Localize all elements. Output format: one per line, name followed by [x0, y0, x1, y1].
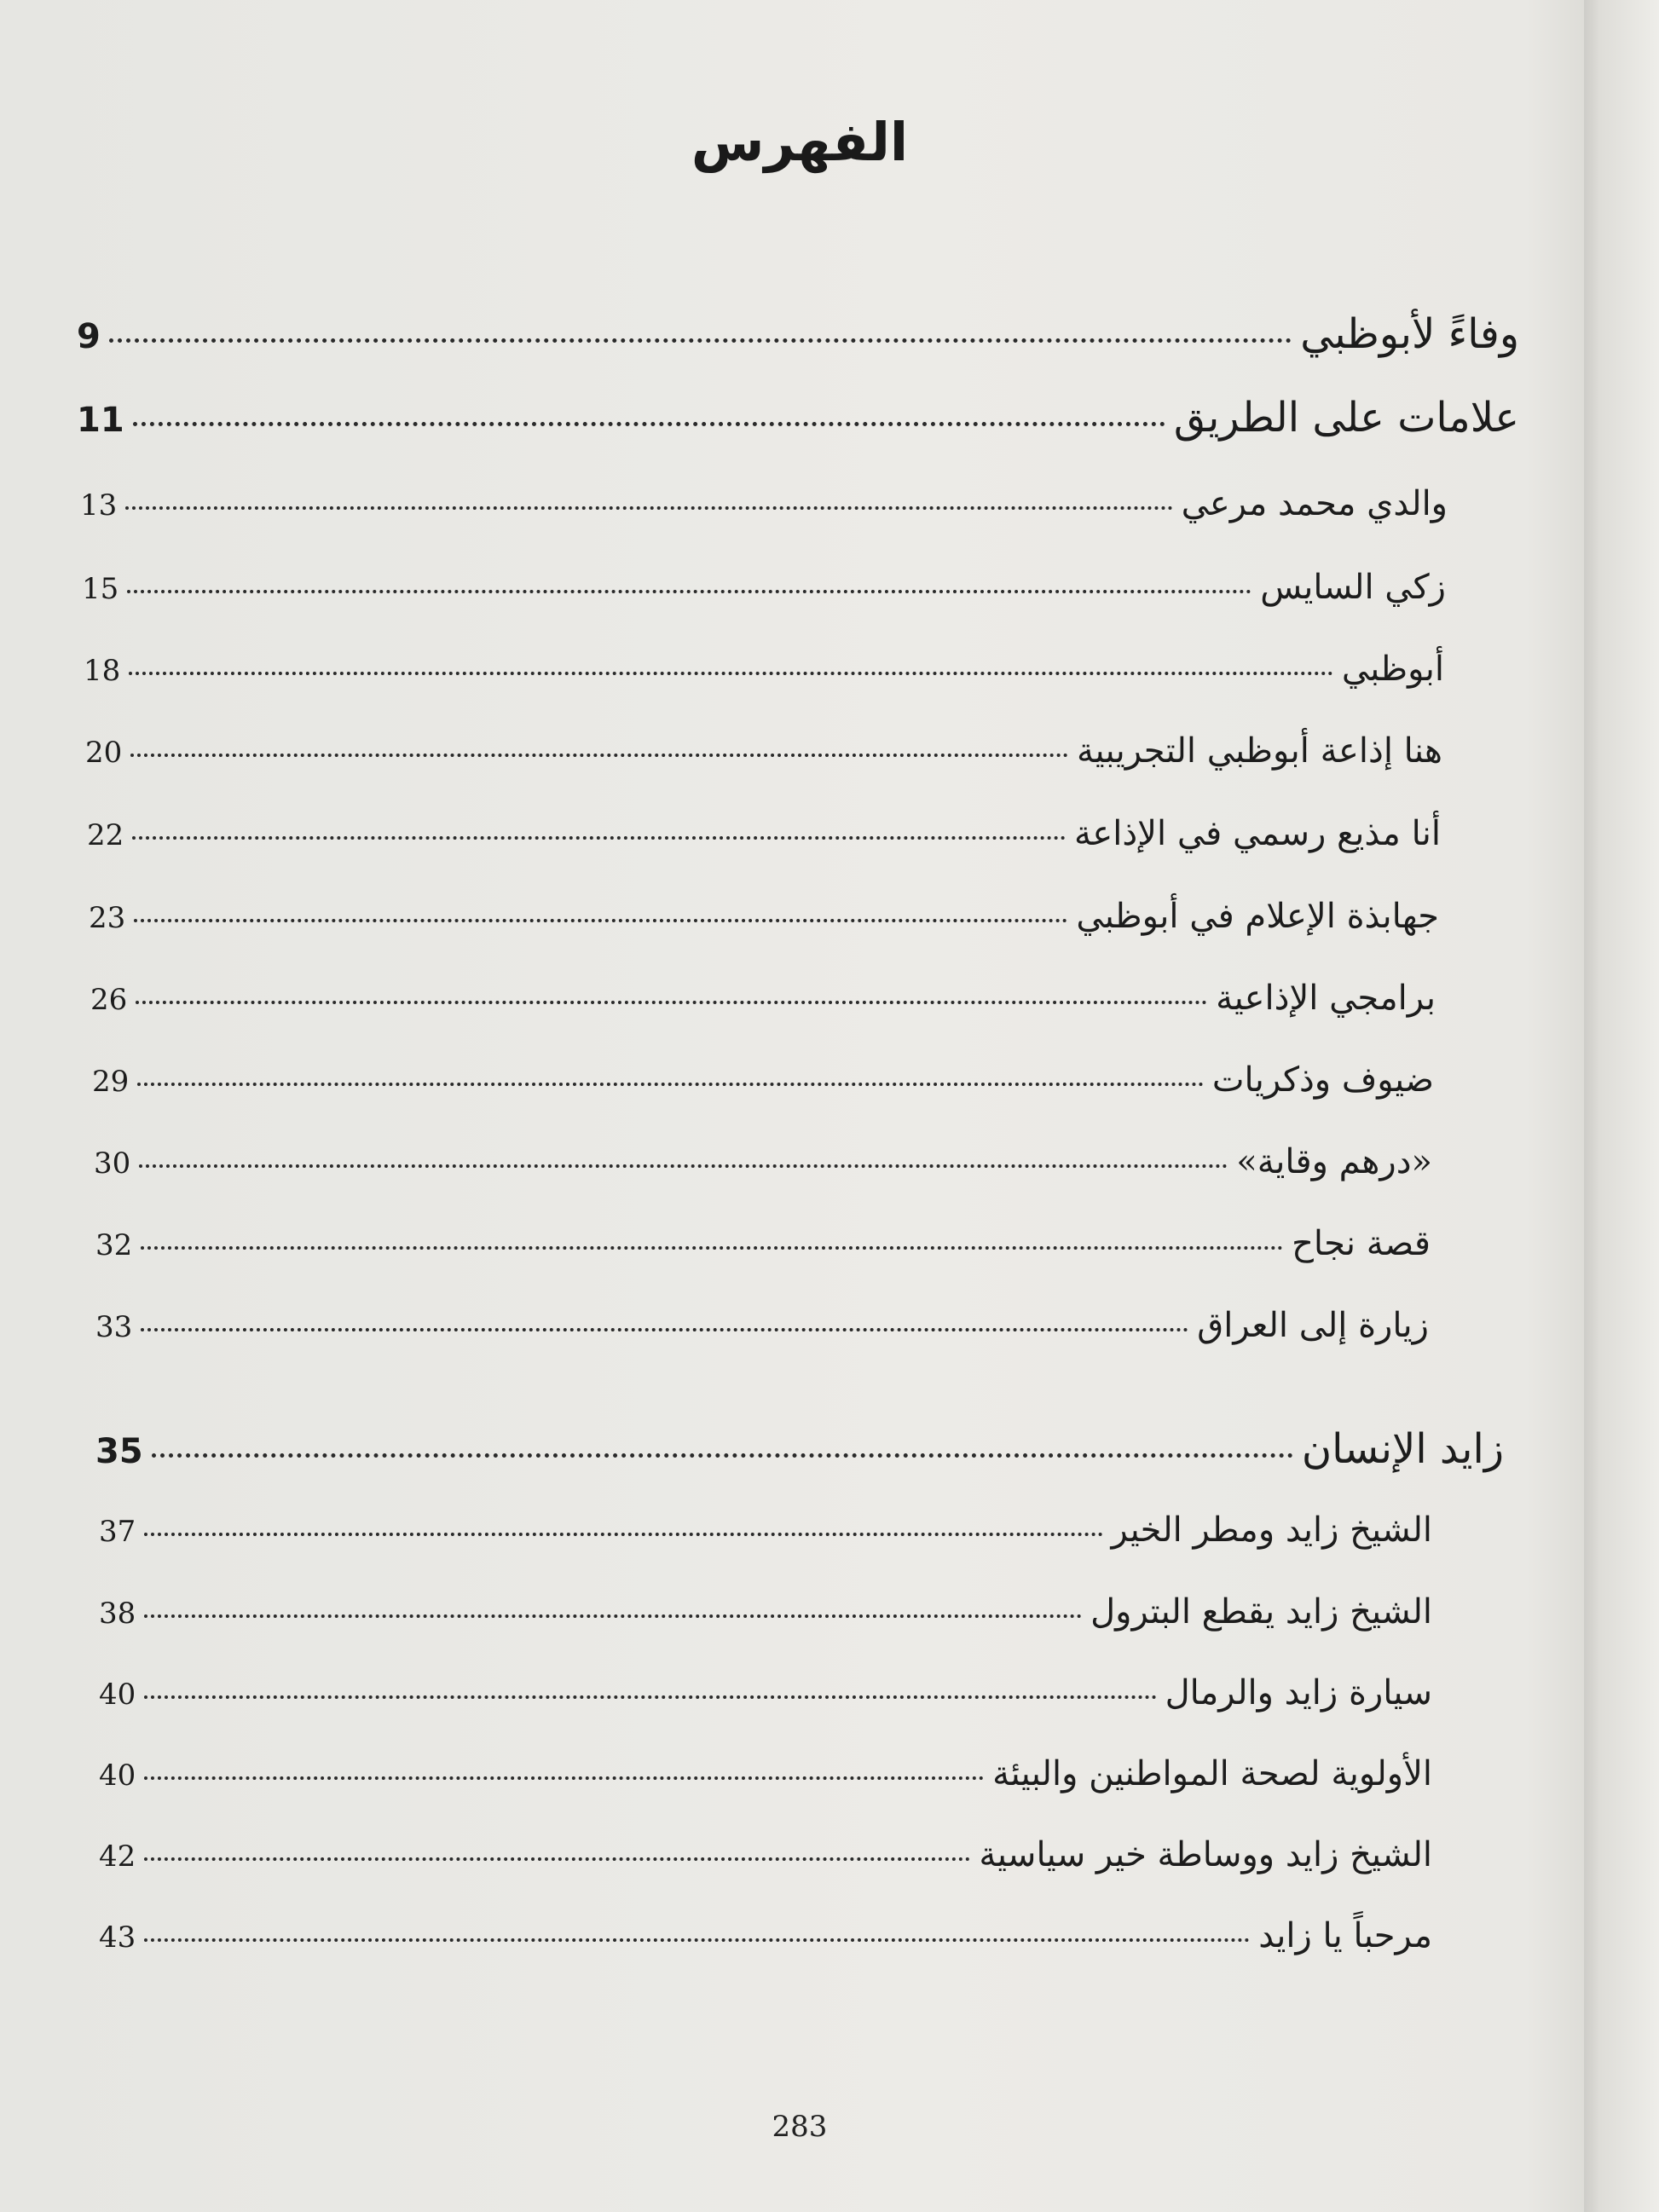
- toc-entry-page: 20: [85, 736, 123, 770]
- dot-leader: [144, 1776, 984, 1780]
- toc-entry-title: زايد الإنسان: [1301, 1425, 1504, 1473]
- toc-entry: [90, 979, 1436, 1038]
- toc-entry-title: برامجي الإذاعية: [1216, 979, 1436, 1018]
- toc-entry: [99, 1754, 1432, 1814]
- toc-entry-page: 43: [99, 1920, 136, 1955]
- toc-entry-title: هنا إذاعة أبوظبي التجريبية: [1077, 731, 1442, 771]
- toc-entry-page: 33: [95, 1310, 133, 1344]
- toc-entry-title: والدي محمد مرعي: [1181, 484, 1448, 523]
- toc-entry-page: 38: [99, 1597, 136, 1631]
- toc-entry-page: 40: [99, 1678, 136, 1712]
- toc-entry-title: قصة نجاح: [1292, 1224, 1431, 1263]
- toc-entry-title: علامات على الطريق: [1173, 394, 1519, 442]
- dot-leader: [134, 919, 1067, 922]
- toc-entry-page: 13: [80, 488, 118, 523]
- dot-leader: [127, 590, 1251, 593]
- toc-entry-title: أبوظبي: [1341, 650, 1444, 689]
- page-number: 283: [772, 2110, 828, 2144]
- toc-entry-title: وفاءً لأبوظبي: [1300, 310, 1519, 358]
- dot-leader: [152, 1453, 1293, 1458]
- page-edge-shadow: [1584, 0, 1599, 2212]
- dot-leader: [141, 1328, 1188, 1331]
- toc-entry-title: الشيخ زايد ووساطة خير سياسية: [979, 1835, 1432, 1874]
- toc-entry-title: ضيوف وذكريات: [1211, 1060, 1434, 1100]
- dot-leader: [132, 836, 1066, 840]
- toc-entry: [92, 1060, 1434, 1120]
- toc-entry: [99, 1835, 1432, 1895]
- toc-entry-page: 23: [89, 901, 126, 935]
- toc-entry-page: 22: [87, 818, 124, 852]
- toc-entry: [89, 897, 1439, 956]
- toc-entry-page: 32: [95, 1228, 133, 1262]
- toc-entry-page: 42: [99, 1839, 136, 1874]
- toc-entry: [84, 650, 1444, 709]
- toc-entry-page: 26: [90, 983, 128, 1017]
- dot-leader: [144, 1938, 1250, 1942]
- toc-entry-title: الشيخ زايد يقطع البترول: [1090, 1592, 1432, 1632]
- dot-leader: [109, 338, 1292, 343]
- toc-entry: [87, 814, 1441, 874]
- dot-leader: [144, 1857, 970, 1861]
- dot-leader: [137, 1083, 1204, 1086]
- dot-leader: [125, 506, 1172, 510]
- toc-entry: [95, 1306, 1429, 1366]
- toc-entry-title: زكي السايس: [1260, 568, 1446, 607]
- toc-entry-title: أنا مذيع رسمي في الإذاعة: [1073, 814, 1441, 853]
- toc-entry-title: الأولوية لصحة المواطنين والبيئة: [992, 1754, 1432, 1793]
- toc-entry: [85, 731, 1442, 791]
- toc-entry-section: [77, 394, 1519, 453]
- toc-entry-title: زيارة إلى العراق: [1197, 1306, 1429, 1345]
- dot-leader: [136, 1001, 1207, 1004]
- toc-entry-page: 37: [99, 1515, 136, 1549]
- toc-entry-page: 30: [94, 1146, 131, 1181]
- toc-entry-page: 35: [95, 1432, 143, 1471]
- toc-entry: [99, 1916, 1432, 1976]
- toc-entry: [82, 568, 1446, 627]
- dot-leader: [144, 1533, 1102, 1536]
- toc-entry-section: [77, 310, 1519, 370]
- toc-entry-section: [95, 1425, 1504, 1485]
- toc-entry-page: 29: [92, 1065, 130, 1099]
- toc-entry: [94, 1142, 1432, 1202]
- toc-entry-title: «درهم وقاية»: [1236, 1142, 1432, 1181]
- toc-entry-page: 18: [84, 654, 121, 688]
- dot-leader: [130, 754, 1068, 757]
- toc-entry: [99, 1673, 1432, 1733]
- dot-leader: [129, 672, 1333, 675]
- toc-entry: [80, 484, 1448, 544]
- dot-leader: [141, 1246, 1283, 1250]
- dot-leader: [133, 422, 1165, 426]
- toc-entry-page: 40: [99, 1759, 136, 1793]
- dot-leader: [139, 1164, 1228, 1168]
- toc-entry: [95, 1224, 1431, 1284]
- toc-entry-page: 11: [77, 401, 124, 440]
- dot-leader: [144, 1614, 1082, 1618]
- toc-entry-page: 9: [77, 317, 101, 356]
- dot-leader: [144, 1695, 1156, 1699]
- page-title: الفهرس: [691, 111, 909, 173]
- toc-entry: [99, 1510, 1432, 1570]
- toc-entry-title: مرحباً يا زايد: [1258, 1916, 1432, 1955]
- toc-entry-title: الشيخ زايد ومطر الخير: [1111, 1510, 1432, 1550]
- toc-entry: [99, 1592, 1432, 1652]
- toc-entry-page: 15: [82, 572, 119, 606]
- toc-entry-title: جهابذة الإعلام في أبوظبي: [1076, 897, 1439, 936]
- toc-entry-title: سيارة زايد والرمال: [1165, 1673, 1432, 1712]
